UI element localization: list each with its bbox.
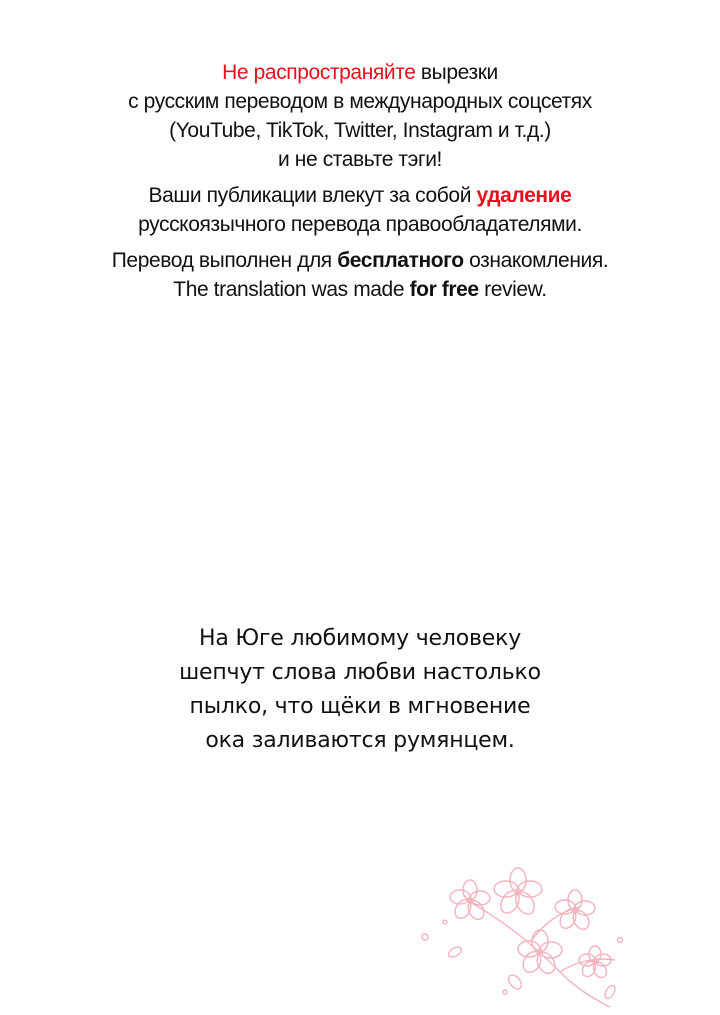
cherry-blossom-icon xyxy=(410,862,640,1012)
removal-line-2: русскоязычного перевода правообладателями. xyxy=(138,213,582,236)
warning-line-2: с русским переводом в международных соцсетях xyxy=(128,90,592,113)
quote-line-3: пылко, что щёки в мгновение xyxy=(189,694,531,719)
free-note-ru xyxy=(0,246,720,275)
removal-warning xyxy=(0,181,720,239)
removal-highlight: удаление xyxy=(476,184,572,207)
notice-block xyxy=(0,58,720,311)
narration-quote xyxy=(0,622,720,758)
removal-line-1 xyxy=(0,181,720,210)
free-translation-note xyxy=(0,246,720,304)
warning-line-1-rest: вырезки xyxy=(415,61,498,84)
warning-line-4: и не ставьте тэги! xyxy=(278,148,442,171)
free-note-ru-start: Перевод выполнен для xyxy=(111,249,338,272)
distribution-warning xyxy=(0,58,720,174)
free-note-ru-bold: бесплатного xyxy=(337,249,464,272)
free-note-en-bold: for free xyxy=(409,278,479,301)
free-note-en xyxy=(0,275,720,304)
quote-line-2: шепчут слова любви настолько xyxy=(179,660,541,685)
quote-line-1: На Юге любимому человеку xyxy=(198,626,522,651)
warning-line-3: (YouTube, TikTok, Twitter, Instagram и т.д.) xyxy=(169,119,551,142)
removal-line-1-start: Ваши публикации влекут за собой xyxy=(148,184,477,207)
free-note-ru-end: ознакомления. xyxy=(463,249,609,272)
free-note-en-end: review. xyxy=(478,278,547,301)
warning-highlight: Не распространяйте xyxy=(222,61,416,84)
warning-line-1 xyxy=(0,58,720,87)
quote-line-4: ока заливаются румянцем. xyxy=(205,728,515,753)
free-note-en-start: The translation was made xyxy=(173,278,410,301)
